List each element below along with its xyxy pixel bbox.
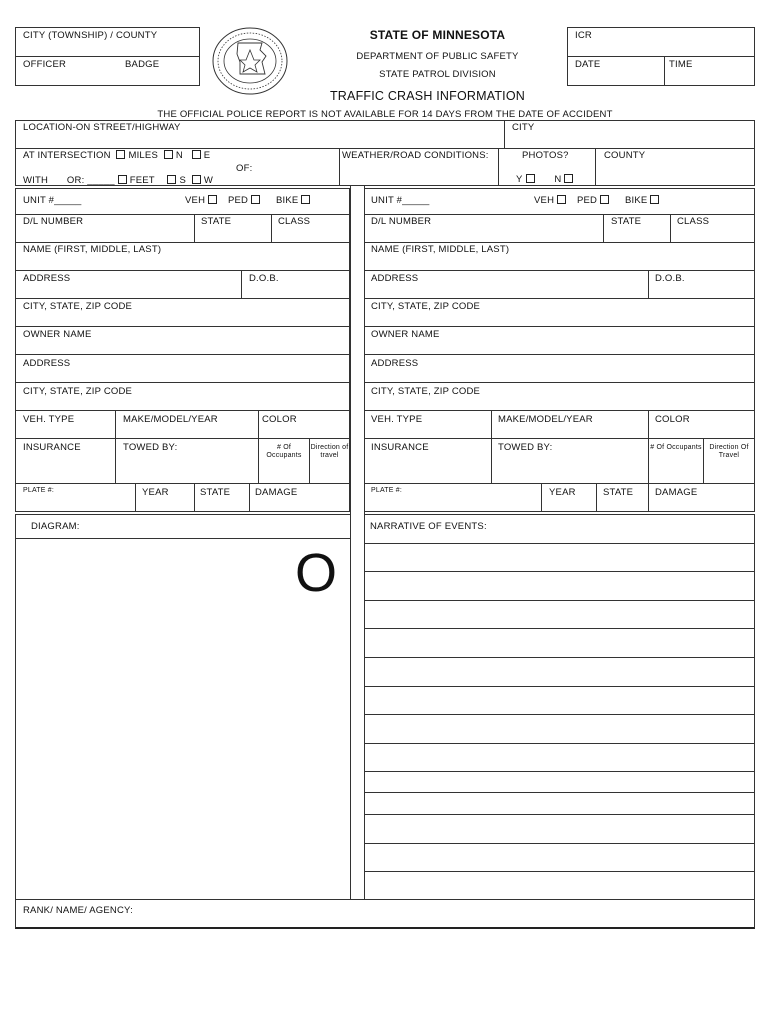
feet-checkbox[interactable] [118,175,127,184]
veh-checkbox[interactable] [208,195,217,204]
color-label: COLOR [655,414,690,425]
occupants-label: # Of Occupants [650,444,702,451]
city-box[interactable] [504,120,755,149]
address-label: ADDRESS [23,273,71,284]
veh-checkbox[interactable] [557,195,566,204]
narrative-line[interactable] [364,628,755,629]
make-model-year-label: MAKE/MODEL/YEAR [498,414,593,425]
damage-label: DAMAGE [655,487,698,498]
east-checkbox[interactable] [192,150,201,159]
time-label: TIME [669,59,693,70]
narrative-line[interactable] [364,814,755,815]
make-model-year-label: MAKE/MODEL/YEAR [123,414,218,425]
name-label: NAME (FIRST, MIDDLE, LAST) [371,244,510,255]
address-label: ADDRESS [371,273,419,284]
plate-label: PLATE #: [23,487,55,494]
report-title: TRAFFIC CRASH INFORMATION [329,89,526,103]
or-blank: _____ [87,175,115,186]
name-label: NAME (FIRST, MIDDLE, LAST) [23,244,162,255]
city-state-zip-label: CITY, STATE, ZIP CODE [371,301,481,312]
feet-label: FEET [129,175,155,186]
north-checkbox[interactable] [164,150,173,159]
badge-label: BADGE [125,59,160,70]
narrative-line[interactable] [364,771,755,772]
city-label: CITY [512,122,535,133]
or-label: OR: [66,175,85,186]
availability-notice: THE OFFICIAL POLICE REPORT IS NOT AVAILABLE FOR 14 DAYS FROM THE DATE OF ACCIDENT [157,109,613,120]
officer-label: OFFICER [23,59,67,70]
photos-label: PHOTOS? [522,150,569,161]
bike-checkbox[interactable] [301,195,310,204]
unit-1-section [15,188,350,514]
veh-type-label: VEH. TYPE [371,414,423,425]
county-label: COUNTY [604,150,646,161]
plate-state-label: STATE [603,487,634,498]
seal-icon [210,26,290,96]
plate-state-label: STATE [200,487,231,498]
narrative-line[interactable] [364,714,755,715]
narrative-line[interactable] [364,657,755,658]
narrative-line[interactable] [364,571,755,572]
towed-by-label: TOWED BY: [123,442,178,453]
location-street-label: LOCATION-ON STREET/HIGHWAY [23,122,181,133]
photos-yes-checkbox[interactable] [526,174,535,183]
miles-checkbox[interactable] [116,150,125,159]
photos-options [516,174,576,185]
diagram-label: DIAGRAM: [31,521,80,532]
owner-name-label: OWNER NAME [23,329,92,340]
unit-type-row: VEH PED BIKE [534,195,662,206]
at-intersection-label: AT INTERSECTION [23,150,111,161]
division-label: STATE PATROL DIVISION [379,69,496,80]
dl-state-label: STATE [201,216,232,227]
plate-label: PLATE #: [371,487,403,494]
rank-name-agency-label: RANK/ NAME/ AGENCY: [23,905,133,916]
owner-name-label: OWNER NAME [371,329,440,340]
color-label: COLOR [262,414,297,425]
occupants-label: # Of Occupants [266,444,302,459]
department-label: DEPARTMENT OF PUBLIC SAFETY [356,51,519,62]
narrative-line[interactable] [364,686,755,687]
south-checkbox[interactable] [167,175,176,184]
west-checkbox[interactable] [192,175,201,184]
owner-address-label: ADDRESS [23,358,71,369]
icr-box[interactable] [567,27,755,57]
narrative-line[interactable] [364,843,755,844]
owner-city-state-zip-label: CITY, STATE, ZIP CODE [371,386,481,397]
narrative-line[interactable] [364,600,755,601]
narrative-line[interactable] [364,743,755,744]
north-label: N [175,150,183,161]
narrative-line[interactable] [364,871,755,872]
with-label: WITH [23,175,49,186]
towed-by-label: TOWED BY: [498,442,553,453]
photos-no-checkbox[interactable] [564,174,573,183]
direction-label: Direction of travel [310,444,349,459]
veh-type-label: VEH. TYPE [23,414,75,425]
photos-no-label: N [554,174,562,185]
west-label: W [203,175,214,186]
direction-label: Direction Of Travel [709,444,749,459]
owner-address-label: ADDRESS [371,358,419,369]
east-label: E [203,150,211,161]
diagram-mark: O [295,543,338,603]
unit-2-section [364,188,755,514]
weather-label: WEATHER/ROAD CONDITIONS: [342,150,489,161]
narrative-line[interactable] [364,792,755,793]
year-label: YEAR [142,487,169,498]
with-row [23,175,213,186]
ped-checkbox[interactable] [251,195,260,204]
narrative-line[interactable] [364,543,755,544]
icr-label: ICR [575,30,592,41]
miles-label: MILES [128,150,158,161]
diagram-header-line [15,538,351,539]
ped-checkbox[interactable] [600,195,609,204]
unit-label: UNIT #_____ [371,195,430,206]
dl-class-label: CLASS [677,216,710,227]
dl-number-label: D/L NUMBER [371,216,432,227]
dl-number-label: D/L NUMBER [23,216,84,227]
date-label: DATE [575,59,601,70]
dl-state-label: STATE [611,216,642,227]
bike-checkbox[interactable] [650,195,659,204]
damage-label: DAMAGE [255,487,298,498]
dob-label: D.O.B. [655,273,685,284]
unit-label: UNIT #_____ [23,195,82,206]
city-county-label: CITY (TOWNSHIP) / COUNTY [23,30,158,41]
insurance-label: INSURANCE [23,442,81,453]
photos-yes-label: Y [516,174,523,185]
narrative-label: NARRATIVE OF EVENTS: [370,521,487,532]
unit-type-row: VEH PED BIKE [185,195,313,206]
insurance-label: INSURANCE [371,442,429,453]
south-label: S [179,175,186,186]
dl-class-label: CLASS [278,216,311,227]
year-label: YEAR [549,487,576,498]
owner-address-field[interactable] [364,354,755,383]
city-state-zip-label: CITY, STATE, ZIP CODE [23,301,133,312]
state-title: STATE OF MINNESOTA [369,28,506,42]
intersection-row [23,150,210,161]
owner-city-state-zip-label: CITY, STATE, ZIP CODE [23,386,133,397]
dob-label: D.O.B. [249,273,279,284]
of-label: OF: [236,163,253,174]
